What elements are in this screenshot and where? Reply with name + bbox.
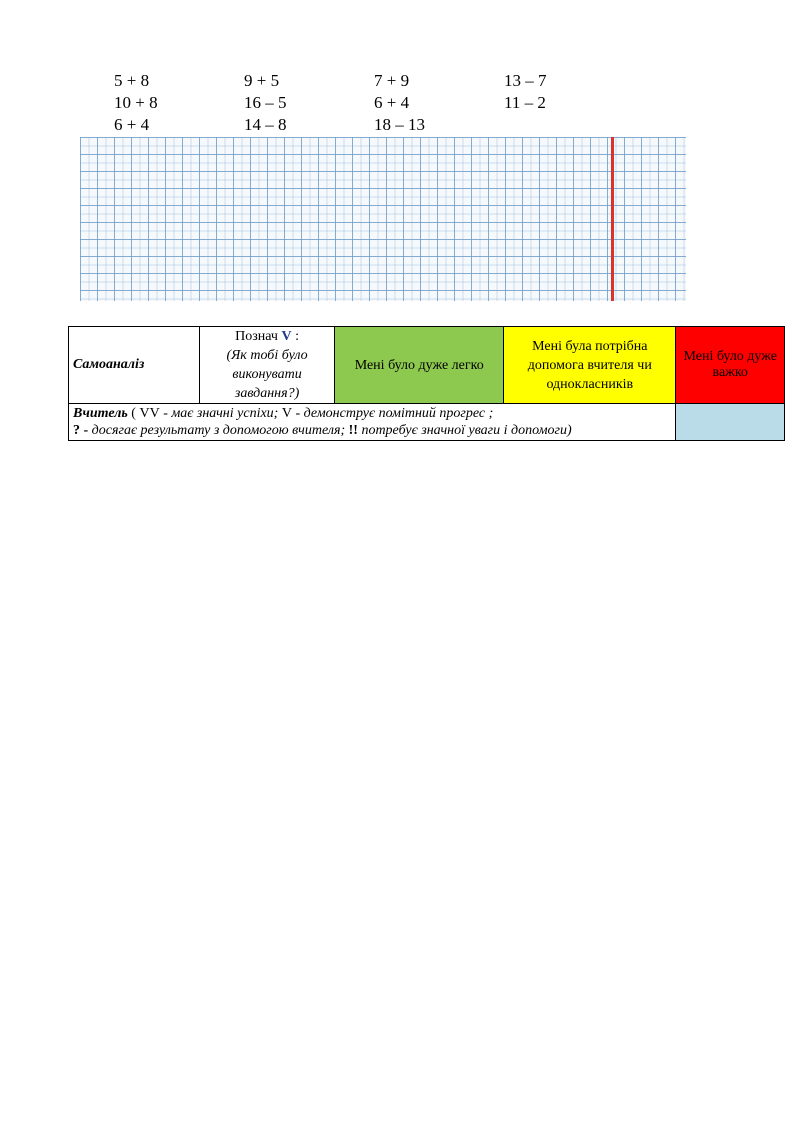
exercise-list — [114, 70, 634, 136]
vv-symbol: VV — [139, 406, 160, 421]
option-hard[interactable]: Мені було дуже важко — [676, 327, 785, 404]
teacher-row — [69, 404, 785, 441]
option-easy[interactable]: Мені було дуже легко — [335, 327, 504, 404]
exercise-item: 10 + 8 — [114, 93, 158, 112]
exercise-row — [114, 92, 634, 114]
self-assessment-label: Самоаналіз — [69, 327, 200, 404]
vv-text: - має значні успіхи; — [159, 406, 282, 421]
teacher-legend — [69, 404, 676, 441]
exercise-item: 14 – 8 — [244, 115, 287, 134]
exercise-item: 6 + 4 — [374, 93, 410, 112]
exercise-item: 11 – 2 — [504, 93, 546, 112]
self-assessment-table — [68, 326, 785, 441]
self-assessment-row — [69, 327, 785, 404]
exercise-item: 13 – 7 — [504, 71, 547, 90]
mark-instruction — [199, 327, 334, 404]
exercise-row — [114, 114, 634, 136]
v-symbol: V — [281, 406, 292, 421]
graph-paper-grid[interactable] — [80, 137, 686, 301]
mark-symbol: V — [281, 329, 292, 344]
mark-prefix: Познач — [235, 329, 282, 344]
exercise-item: 6 + 4 — [114, 115, 150, 134]
exercise-item: 16 – 5 — [244, 93, 287, 112]
exercise-item: 9 + 5 — [244, 71, 280, 90]
exclamation-text: потребує значної уваги і допомоги) — [357, 423, 572, 438]
v-text: - демонструє помітний прогрес ; — [291, 406, 494, 421]
margin-line — [611, 137, 614, 301]
question-symbol: ? - — [73, 423, 92, 438]
exclamation-symbol: !! — [348, 423, 358, 438]
exercise-item — [504, 114, 634, 136]
teacher-open-paren: ( — [127, 406, 140, 421]
mark-question: (Як тобі було виконувати завдання?) — [226, 348, 308, 401]
exercise-row — [114, 70, 634, 92]
mark-suffix: : — [291, 329, 299, 344]
exercise-item: 5 + 8 — [114, 71, 150, 90]
exercise-item: 18 – 13 — [374, 115, 425, 134]
question-text: досягає результату з допомогою вчителя; — [91, 423, 349, 438]
teacher-title: Вчитель — [73, 406, 128, 421]
teacher-mark-box[interactable] — [676, 404, 785, 441]
option-needed-help[interactable]: Мені була потрібна допомога вчителя чи однокласників — [504, 327, 676, 404]
exercise-item: 7 + 9 — [374, 71, 410, 90]
